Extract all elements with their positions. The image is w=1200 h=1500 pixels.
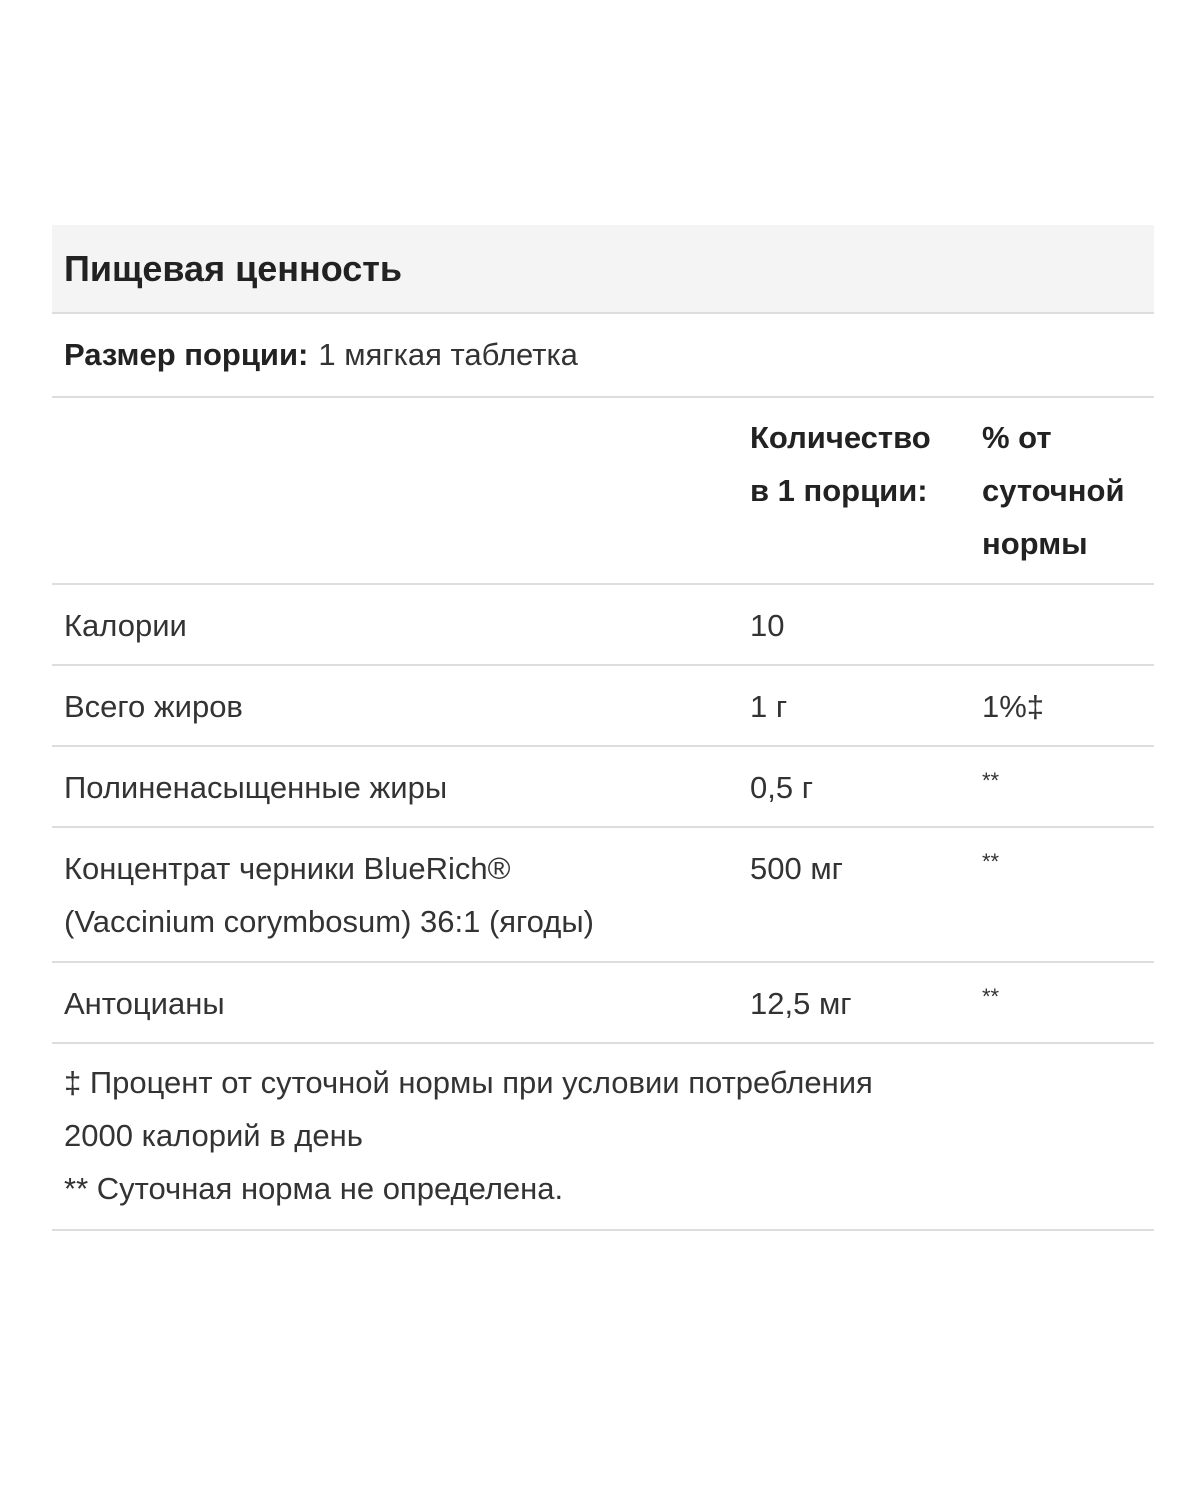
nutrient-amount: 10 [750, 608, 785, 643]
nutrient-name: Всего жиров [64, 689, 243, 724]
nutrient-name: Полиненасыщенные жиры [64, 770, 448, 805]
table-row-calories [52, 585, 1154, 666]
serving-size-value: 1 мягкая таблетка [318, 337, 578, 372]
header-dv-line1: % от [982, 420, 1052, 455]
nutrient-daily-value: ** [982, 984, 1000, 1009]
footnotes [52, 1044, 1154, 1231]
nutrient-name: Калории [64, 608, 187, 643]
nutrient-daily-value: ** [982, 849, 1000, 874]
table-row-polyunsaturated-fat [52, 747, 1154, 828]
footnote-line2: 2000 калорий в день [64, 1118, 363, 1153]
nutrition-facts-panel [52, 225, 1154, 1231]
footnote-line1: ‡ Процент от суточной нормы при условии потребления [64, 1065, 873, 1100]
serving-size-row [52, 314, 1154, 398]
serving-size-label: Размер порции: [64, 337, 309, 372]
header-dv-line2: суточной [982, 473, 1125, 508]
nutrient-daily-value: ** [982, 768, 1000, 793]
nutrient-amount: 500 мг [750, 851, 843, 886]
page-title: Пищевая ценность [64, 247, 403, 289]
title-row [52, 225, 1154, 314]
header-amount-cell [750, 411, 982, 583]
nutrient-name [52, 842, 750, 947]
header-daily-value-cell [982, 411, 1154, 583]
table-row-anthocyanins [52, 963, 1154, 1044]
header-dv-line3: нормы [982, 526, 1088, 561]
nutrient-amount: 12,5 мг [750, 986, 852, 1021]
header-name-cell [52, 411, 750, 583]
footnote-line3: ** Суточная норма не определена. [64, 1171, 564, 1206]
table-header-row [52, 398, 1154, 585]
nutrient-daily-value: 1%‡ [982, 689, 1045, 724]
table-row-blueberry-concentrate [52, 828, 1154, 963]
nutrient-name-line1: Концентрат черники BlueRich® [64, 851, 511, 886]
nutrient-name-line2: (Vaccinium corymbosum) 36:1 (ягоды) [64, 904, 594, 939]
header-amount-line2: в 1 порции: [750, 473, 928, 508]
nutrient-name: Антоцианы [64, 986, 225, 1021]
nutrient-daily-value [982, 599, 1154, 650]
nutrient-amount: 0,5 г [750, 770, 814, 805]
table-row-total-fat [52, 666, 1154, 747]
header-amount-line1: Количество [750, 420, 931, 455]
nutrient-amount: 1 г [750, 689, 788, 724]
